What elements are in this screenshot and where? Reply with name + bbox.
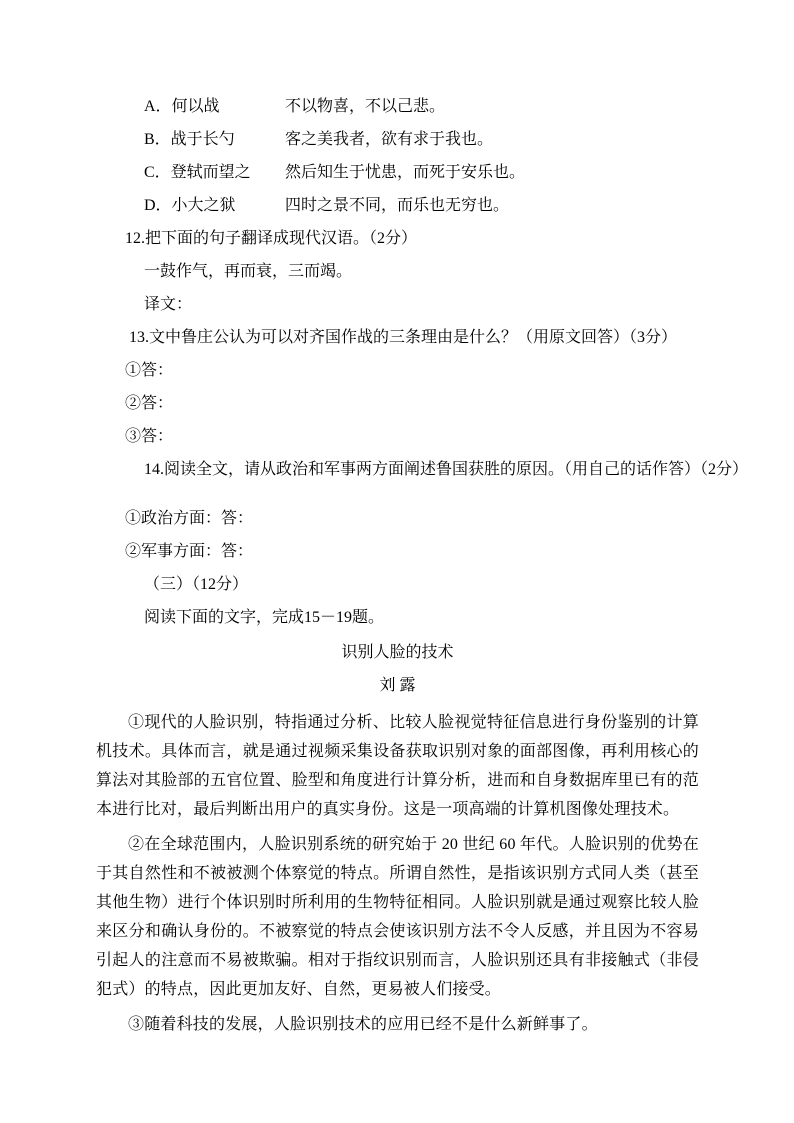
option-text: 四时之景不同，而乐也无穷也。 — [285, 197, 510, 214]
question-number: 12. — [125, 230, 145, 247]
question-13-answer-1: ①答： — [125, 362, 174, 379]
option-row-d — [144, 189, 699, 222]
section-heading: （三）（12分） — [144, 576, 249, 593]
option-row-a — [144, 90, 699, 123]
choice-options — [96, 90, 699, 222]
spacer — [96, 486, 699, 502]
passage-paragraph-1: ①现代的人脸识别，特指通过分析、比较人脸视觉特征信息进行身份鉴别的计算机技术。具体而言，就是通过视频采集设备获取识别对象的面部图像，再利用核心的算法对其脸部的五官位置、脸型和角度进行计算分析，进而和自身数据库里已有的范本进行比对，最后判断出用户的真实身份。这是一项高端的计算机图像处理技术。 — [96, 714, 699, 818]
question-12-sentence: 一鼓作气，再而衰，三而竭。 — [144, 263, 353, 280]
option-text: 客之美我者，欲有求于我也。 — [285, 131, 494, 148]
option-text: 然后知生于忧患，而死于安乐也。 — [285, 164, 526, 181]
option-label: D．小大之狱 — [144, 197, 236, 214]
question-number: 14. — [144, 461, 164, 478]
question-text: 阅读全文，请从政治和军事两方面阐述鲁国获胜的原因。（用自己的话作答）（2分） — [164, 461, 749, 478]
question-text: 把下面的句子翻译成现代汉语。（2分） — [145, 230, 418, 247]
question-text: 文中鲁庄公认为可以对齐国作战的三条理由是什么？（用原文回答）（3分） — [149, 329, 678, 346]
option-text: 不以物喜，不以己悲。 — [285, 98, 446, 115]
passage-title: 识别人脸的技术 — [341, 644, 454, 661]
question-number: 13. — [129, 329, 149, 346]
question-14-answer-2: ②军事方面：答： — [125, 543, 254, 560]
question-13-line — [129, 321, 699, 354]
option-row-c — [144, 156, 699, 189]
option-label: C．登轼而望之 — [144, 164, 251, 181]
option-row-b — [144, 123, 699, 156]
question-13-answer-3: ③答： — [125, 428, 174, 445]
passage-paragraph-3: ③随着科技的发展，人脸识别技术的应用已经不是什么新鲜事了。 — [128, 1016, 598, 1033]
reading-passage — [96, 636, 699, 1039]
question-13-answer-2: ②答： — [125, 395, 174, 412]
passage-author: 刘 露 — [379, 677, 416, 694]
question-14-answer-1: ①政治方面：答： — [125, 510, 254, 527]
option-label: B．战于长勺 — [144, 131, 235, 148]
question-14-line — [144, 453, 749, 486]
passage-paragraph-2: ②在全球范围内，人脸识别系统的研究始于 20 世纪 60 年代。人脸识别的优势在于其自然性和不被被测个体察觉的特点。所谓自然性，是指该识别方式同人类（甚至其他生物）进行个体识别时所利用的生物特征相同。人脸识别就是通过观察比较人脸来区分和确认身份的。不被察觉的特点会使该识别方法不令人反感，并且因为不容易引起人的注意而不易被欺骗。相对于指纹识别而言，人脸识别还具有非接触式（非侵犯式）的特点，因此更加友好、自然，更易被人们接受。 — [96, 836, 699, 998]
section-instruction: 阅读下面的文字，完成15－19题。 — [144, 609, 385, 626]
question-12-line — [125, 222, 699, 255]
question-12-answer-label: 译文： — [144, 296, 193, 313]
option-label: A．何以战 — [144, 98, 220, 115]
